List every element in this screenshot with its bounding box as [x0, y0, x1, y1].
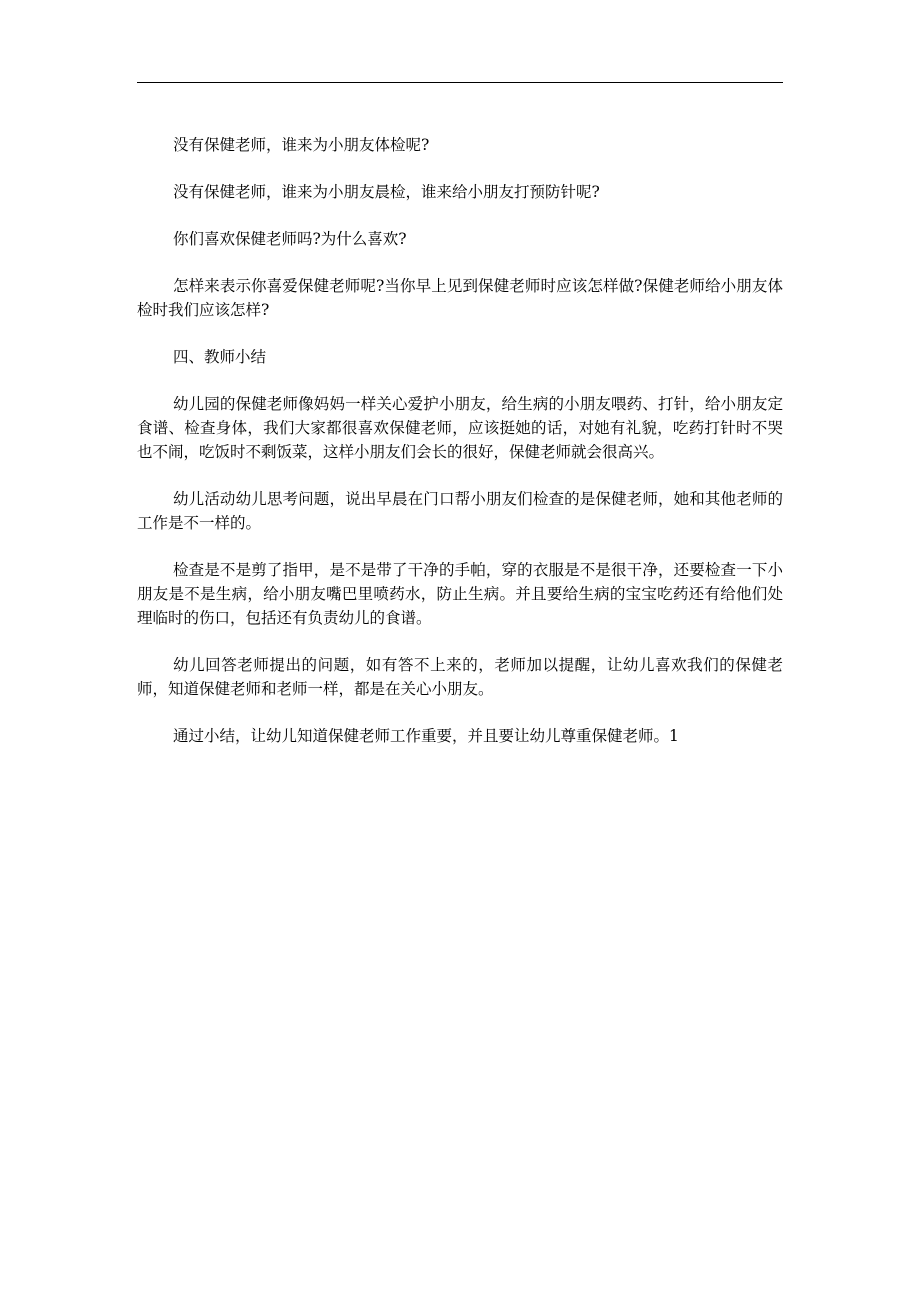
- header-rule: [137, 82, 783, 83]
- paragraph: 怎样来表示你喜爱保健老师呢?当你早上见到保健老师时应该怎样做?保健老师给小朋友体检时我们应该怎样?: [137, 277, 783, 319]
- paragraph: 通过小结，让幼儿知道保健老师工作重要，并且要让幼儿尊重保健老师。1: [173, 727, 679, 745]
- document-body: [137, 133, 783, 771]
- paragraph: 没有保健老师，谁来为小朋友晨检，谁来给小朋友打预防针呢?: [173, 183, 600, 201]
- paragraph: 检查是不是剪了指甲，是不是带了干净的手帕，穿的衣服是不是很干净，还要检查一下小朋友是不是生病，给小朋友嘴巴里喷药水，防止生病。并且要给生病的宝宝吃药还有给他们处理临时的伤口，包括还有负责幼儿的食谱。: [137, 561, 783, 627]
- paragraph: 幼儿回答老师提出的问题，如有答不上来的，老师加以提醒，让幼儿喜欢我们的保健老师，知道保健老师和老师一样，都是在关心小朋友。: [137, 656, 783, 698]
- paragraph: 幼儿园的保健老师像妈妈一样关心爱护小朋友，给生病的小朋友喂药、打针，给小朋友定食谱、检查身体，我们大家都很喜欢保健老师，应该挺她的话，对她有礼貌，吃药打针时不哭也不闹，吃饭时不剩饭菜，这样小朋友们会长的很好，保健老师就会很高兴。: [137, 395, 783, 461]
- paragraph: 没有保健老师，谁来为小朋友体检呢?: [173, 136, 430, 154]
- section-heading: 四、教师小结: [173, 348, 267, 366]
- paragraph: 你们喜欢保健老师吗?为什么喜欢?: [173, 230, 407, 248]
- paragraph: 幼儿活动幼儿思考问题，说出早晨在门口帮小朋友们检查的是保健老师，她和其他老师的工作是不一样的。: [137, 490, 783, 532]
